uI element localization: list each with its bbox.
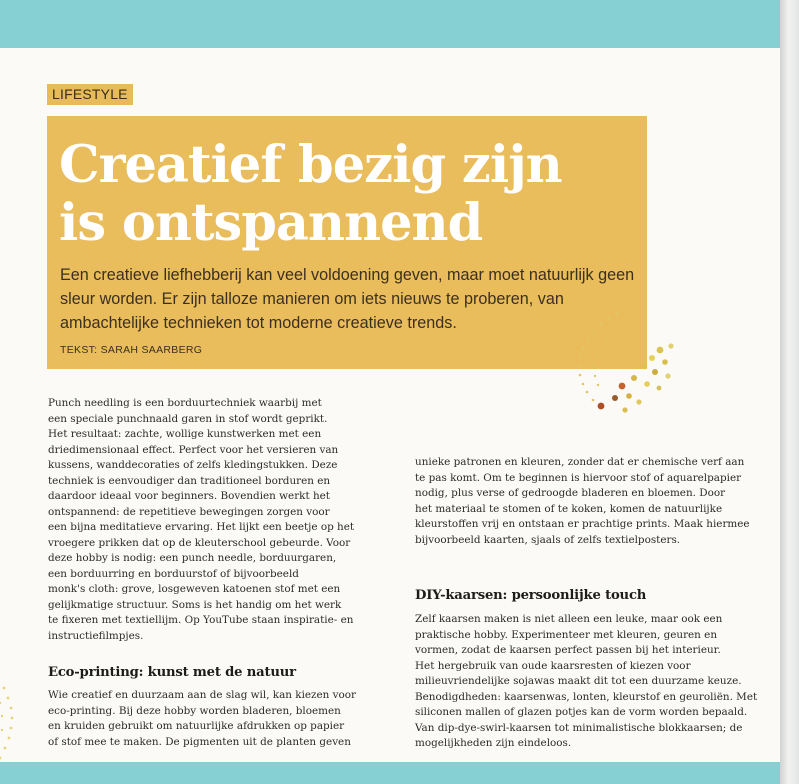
- text-line: Punch needling is een borduurtechniek waarbij met: [48, 397, 322, 409]
- text-line: een speciale punchnaald garen in stof wordt geprikt.: [48, 412, 328, 425]
- text-line: daardoor ideaal voor beginners. Bovendien werkt het: [48, 490, 330, 502]
- top-page-band: [0, 0, 799, 48]
- text-line: bijvoorbeeld kaarten, sjaals of zelfs textielposters.: [415, 533, 681, 546]
- diy-candles-heading: DIY-kaarsen: persoonlijke touch: [415, 588, 647, 603]
- punch-needling-text: [48, 396, 354, 644]
- text-line: een borduurring en borduurstof of bijvoorbeeld: [48, 567, 299, 580]
- article-title: [59, 136, 562, 252]
- text-line: milieuvriendelijke sojawas maakt dit tot een duurzame keuze.: [415, 675, 742, 687]
- text-line: driedimensionaal effect. Perfect voor het versieren van: [48, 443, 339, 456]
- text-line: en kruiden gebruikt om natuurlijke afdrukken op papier: [48, 720, 345, 732]
- text-line: Wie creatief en duurzaam aan de slag wil, kan kiezen voor: [48, 689, 357, 701]
- text-line: het materiaal te stomen of te koken, komen de natuurlijke: [415, 502, 723, 515]
- magazine-page: [0, 48, 780, 762]
- title-line: is ontspannend: [59, 193, 483, 253]
- text-line: deze hobby is nodig: een punch needle, borduurgaren,: [48, 552, 337, 564]
- text-line: Benodigdheden: kaarsenwas, lonten, kleurstof en geuroliën. Met: [415, 690, 758, 703]
- text-line: monk's cloth: grove, losgeweven katoenen stof met een: [48, 583, 341, 595]
- eco-printing-text: [48, 688, 356, 750]
- text-line: gelijkmatige structuur. Soms is het handig om het werk: [48, 598, 342, 611]
- text-line: Het resultaat: zachte, wollige kunstwerken met een: [48, 428, 322, 440]
- text-line: vroegere prikken dat op de kleuterschool gebeurde. Voor: [48, 536, 351, 549]
- text-line: kleurstoffen vrij en ontstaan er prachtige prints. Maak hiermee: [415, 518, 750, 530]
- text-line: siliconen mallen of glazen potjes kan de vorm worden bepaald.: [415, 706, 748, 718]
- decorative-dots-icon: [0, 678, 26, 762]
- text-line: instructiefilmpjes.: [48, 629, 144, 642]
- text-line: techniek is eenvoudiger dan traditioneel borduren en: [48, 474, 331, 487]
- eco-printing-heading: Eco-printing: kunst met de natuur: [48, 665, 296, 680]
- diy-candles-text: [415, 612, 757, 752]
- text-line: of stof mee te maken. De pigmenten uit de planten geven: [48, 735, 351, 748]
- text-line: Zelf kaarsen maken is niet alleen een leuke, maar ook een: [415, 613, 723, 625]
- category-tag: LIFESTYLE: [47, 84, 133, 105]
- bottom-page-band: [0, 762, 799, 784]
- text-line: vormen, zodat de kaarsen perfect passen bij het interieur.: [415, 644, 721, 656]
- text-line: te fixeren met textiellijm. Op YouTube staan inspiratie- en: [48, 614, 354, 626]
- text-line: mogelijkheden zijn eindeloos.: [415, 737, 572, 749]
- page-spine: [780, 0, 799, 784]
- intro-text: Een creatieve liefhebberij kan veel voldoening geven, maar moet natuurlijk geen sleur worden. Er zijn talloze manieren om iets nieuws te proberen, van ambachtelijke technieken tot moderne creatieve trends.: [60, 266, 635, 332]
- text-line: Het hergebruik van oude kaarsresten of kiezen voor: [415, 659, 691, 672]
- text-line: unieke patronen en kleuren, zonder dat er chemische verf aan: [415, 456, 745, 468]
- author-credit: TEKST: SARAH SAARBERG: [60, 344, 203, 356]
- text-line: praktische hobby. Experimenteer met kleuren, geuren en: [415, 628, 718, 641]
- title-line: Creatief bezig zijn: [59, 135, 562, 195]
- text-line: te pas komt. Om te beginnen is hiervoor stof of aquarelpapier: [415, 471, 742, 484]
- text-line: nodig, plus verse of gedroogde bladeren en bloemen. Door: [415, 487, 726, 499]
- text-line: een bijna meditatieve ervaring. Het lijkt een beetje op het: [48, 521, 355, 533]
- eco-printing-continued-text: [415, 455, 750, 548]
- decorative-dots-icon: [555, 306, 695, 446]
- text-line: Van dip-dye-swirl-kaarsen tot minimalistische blokkaarsen; de: [415, 721, 743, 734]
- text-line: ontspannend: de repetitieve bewegingen zorgen voor: [48, 505, 330, 518]
- text-line: kussens, wanddecoraties of zelfs kledingstukken. Deze: [48, 459, 338, 471]
- text-line: eco-printing. Bij deze hobby worden bladeren, bloemen: [48, 704, 341, 717]
